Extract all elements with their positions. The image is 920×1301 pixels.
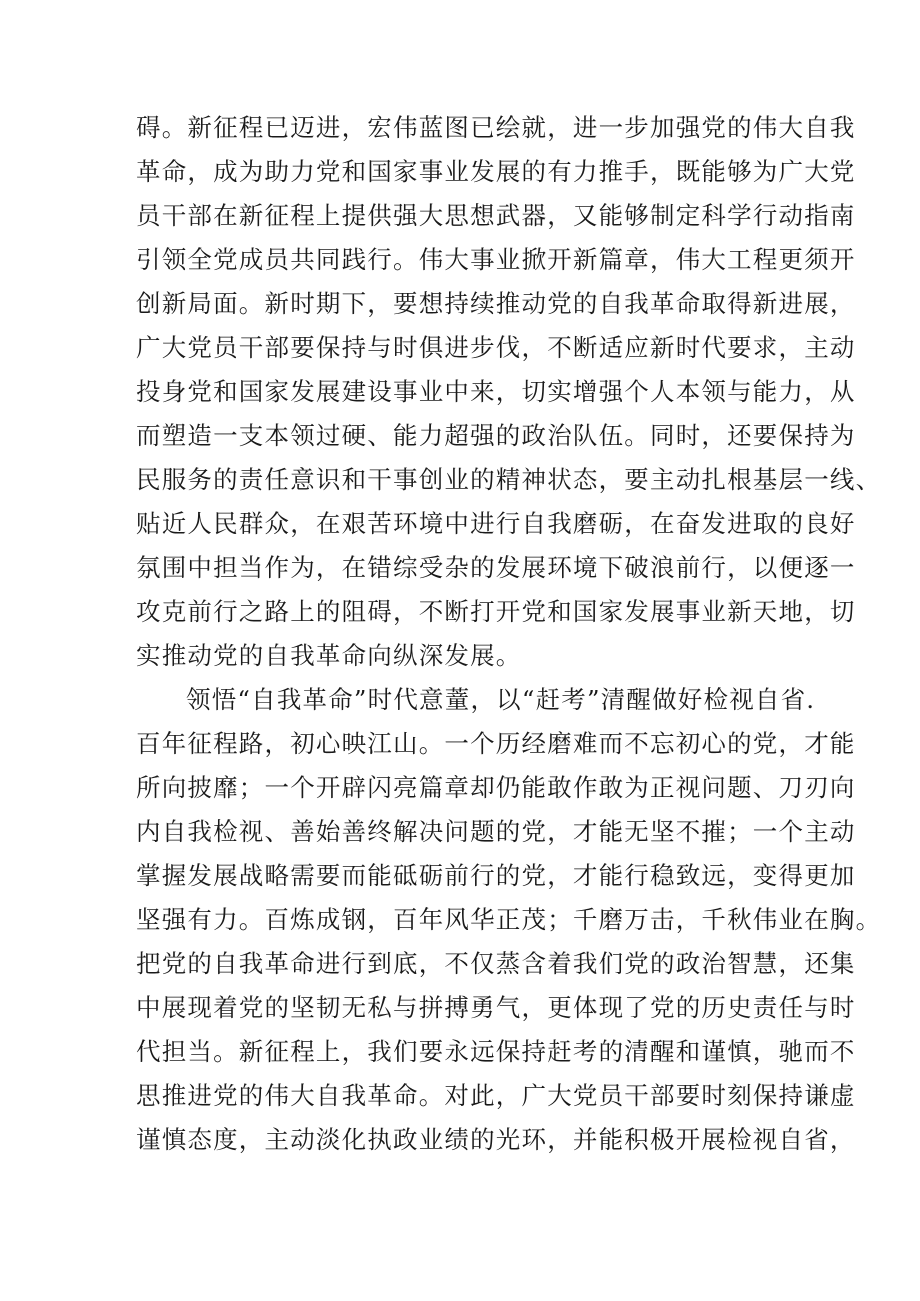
paragraph-2-line-7: 把党的自我革命进行到底，不仅蒸含着我们党的政治智慧，还集 xyxy=(136,949,856,978)
paragraph-1-line-4: 引领全党成员共同践行。伟大事业掀开新篇章，伟大工程更须开 xyxy=(136,245,856,274)
paragraph-2-line-11: 谨慎态度，主动淡化执政业绩的光环，并能积极开展检视自省， xyxy=(136,1125,856,1154)
paragraph-2-line-10: 思推进党的伟大自我革命。对此，广大党员干部要时刻保持谦虚 xyxy=(136,1081,856,1110)
paragraph-1-line-12: 攻克前行之路上的阻碍，不断打开党和国家发展事业新天地，切 xyxy=(136,597,856,626)
paragraph-1-line-6: 广大党员干部要保持与时俱进步伐，不断适应新时代要求，主动 xyxy=(136,333,856,362)
paragraph-2-line-3: 所向披靡；一个开辟闪亮篇章却仍能敢作敢为正视问题、刀刃向 xyxy=(136,773,856,802)
paragraph-1-line-5: 创新局面。新时期下，要想持续推动党的自我革命取得新进展， xyxy=(136,289,856,318)
paragraph-1-line-2: 革命，成为助力党和国家事业发展的有力推手，既能够为广大党 xyxy=(136,157,856,186)
paragraph-1-line-7: 投身党和国家发展建设事业中来，切实增强个人本领与能力，从 xyxy=(136,377,856,406)
paragraph-1-line-13: 实推动党的自我革命向纵深发展。 xyxy=(136,641,522,670)
paragraph-1-line-10: 贴近人民群众，在艰苦环境中进行自我磨砺，在奋发进取的良好 xyxy=(136,509,856,538)
paragraph-1-line-8: 而塑造一支本领过硬、能力超强的政治队伍。同时，还要保持为 xyxy=(136,421,856,450)
paragraph-1-line-3: 员干部在新征程上提供强大思想武器，又能够制定科学行动指南 xyxy=(136,201,856,230)
paragraph-1-line-1: 碍。新征程已迈进，宏伟蓝图已绘就，进一步加强党的伟大自我 xyxy=(136,113,856,142)
paragraph-1-line-11: 氛围中担当作为，在错综受杂的发展环境下破浪前行，以便逐一 xyxy=(136,553,856,582)
paragraph-2-line-1: 领悟“自我革命”时代意蕫，以“赶考”清醒做好检视自省. xyxy=(186,685,816,714)
paragraph-2-line-4: 内自我检视、善始善终解决问题的党，才能无坚不摧；一个主动 xyxy=(136,817,856,846)
paragraph-2-line-5: 掌握发展战略需要而能砥砺前行的党，才能行稳致远，变得更加 xyxy=(136,861,856,890)
paragraph-2-line-9: 代担当。新征程上，我们要永远保持赶考的清醒和谨慎，驰而不 xyxy=(136,1037,856,1066)
paragraph-2-line-6: 坚强有力。百炼成钢，百年风华正茂；千磨万击，千秋伟业在胸。 xyxy=(136,905,882,934)
paragraph-1-line-9: 民服务的责任意识和干事创业的精神状态，要主动扎根基层一线、 xyxy=(136,465,882,494)
paragraph-2-line-8: 中展现着党的坚韧无私与拼搏勇气，更体现了党的历史责任与时 xyxy=(136,993,856,1022)
paragraph-2-line-2: 百年征程路，初心映江山。一个历经磨难而不忘初心的党，才能 xyxy=(136,729,856,758)
